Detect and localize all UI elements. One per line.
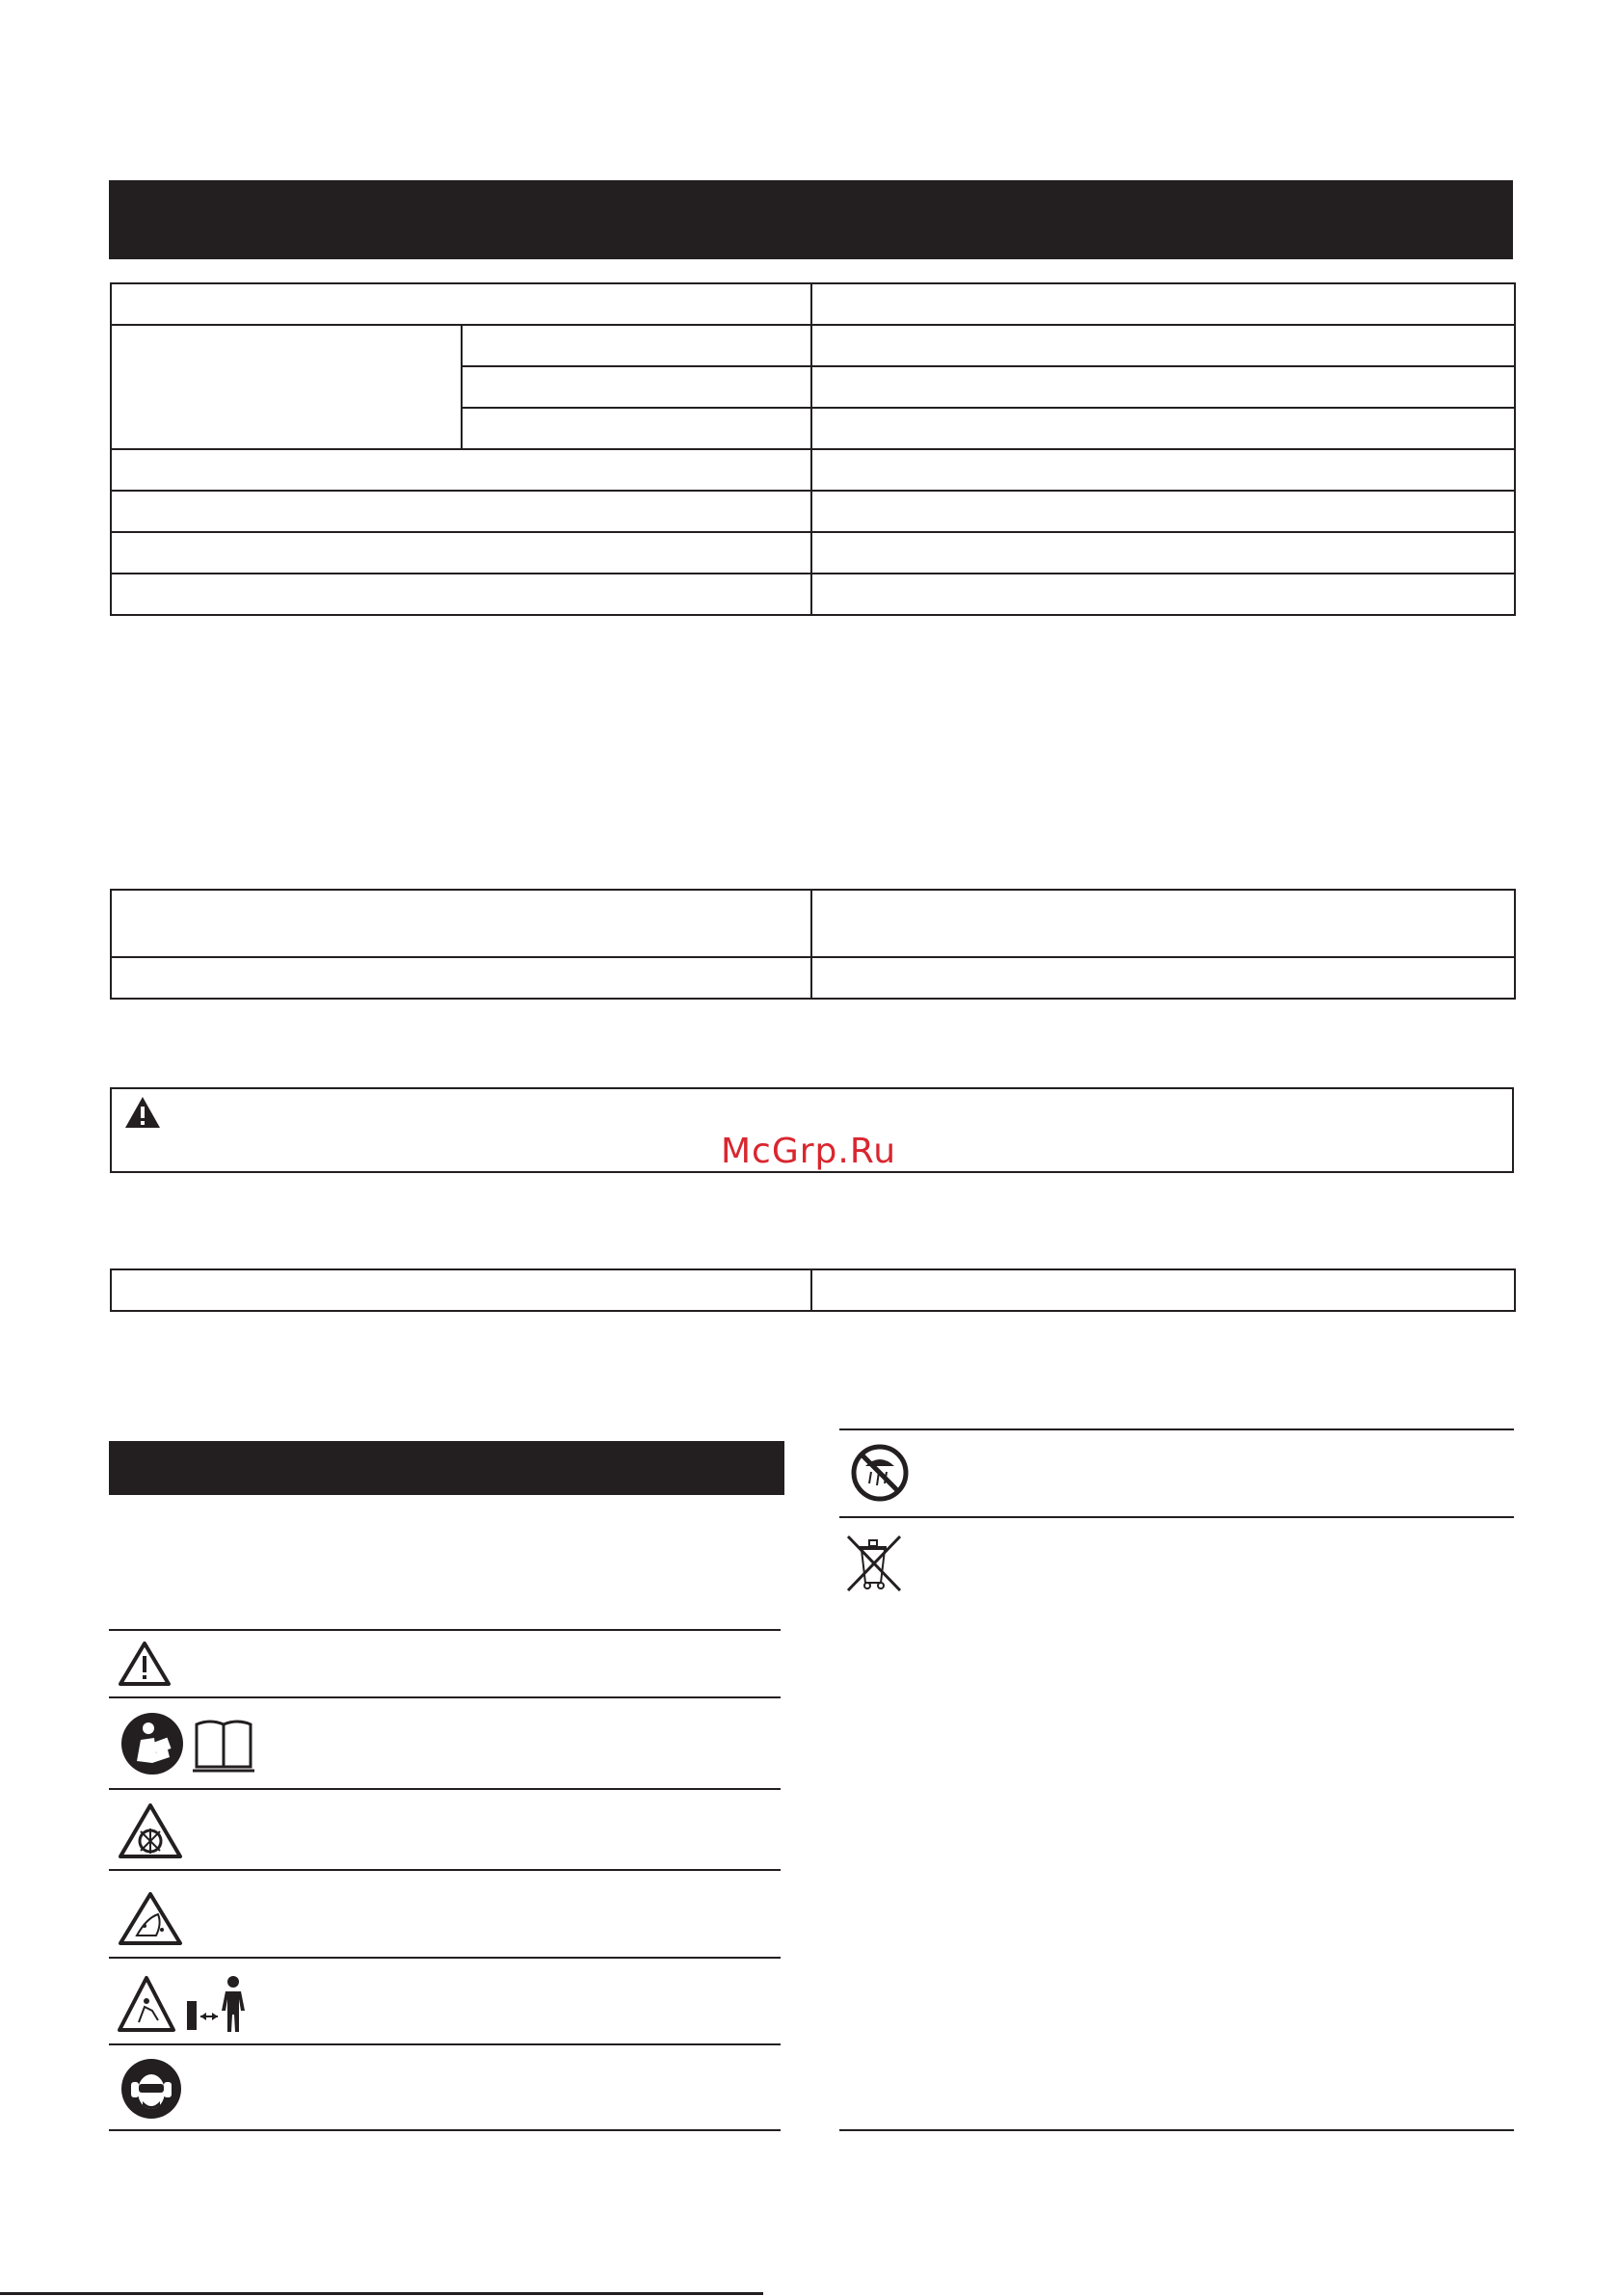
watermark: McGrp.Ru: [721, 1132, 897, 1171]
warning-triangle-icon: [123, 1095, 162, 1130]
section-header-bar: [109, 180, 1513, 259]
divider: [839, 1516, 1514, 1518]
divider: [109, 1696, 781, 1698]
divider: [109, 1957, 781, 1959]
divider: [109, 1629, 781, 1631]
read-manual-icon: [119, 1711, 258, 1776]
divider: [839, 2129, 1514, 2131]
noise-table: [110, 889, 1516, 1000]
table-row: [111, 890, 1515, 957]
footer-rule: [0, 2292, 763, 2295]
divider: [109, 1869, 781, 1871]
table-row: [111, 532, 1515, 574]
crossed-out-wheelie-bin-icon: [844, 1533, 904, 1594]
table-row: [111, 449, 1515, 491]
table-row: [111, 957, 1515, 999]
divider: [109, 2043, 781, 2045]
rotating-blade-hazard-icon: [118, 1802, 183, 1860]
divider: [839, 1428, 1514, 1430]
warning-triangle-icon: [118, 1641, 172, 1687]
flying-debris-hazard-icon: [118, 1891, 183, 1947]
table-row: [111, 491, 1515, 532]
table-row: [111, 283, 1515, 325]
table-row: [111, 325, 1515, 366]
table-row: [111, 1269, 1515, 1311]
vibration-table: [110, 1268, 1516, 1312]
symbols-header-bar: [109, 1441, 784, 1495]
no-rain-exposure-icon: [850, 1443, 910, 1503]
keep-bystanders-away-icon: [118, 1972, 252, 2036]
divider: [109, 1788, 781, 1790]
specifications-table: [110, 282, 1516, 616]
divider: [109, 2129, 781, 2131]
table-row: [111, 574, 1515, 615]
wear-eye-ear-protection-icon: [119, 2057, 183, 2121]
